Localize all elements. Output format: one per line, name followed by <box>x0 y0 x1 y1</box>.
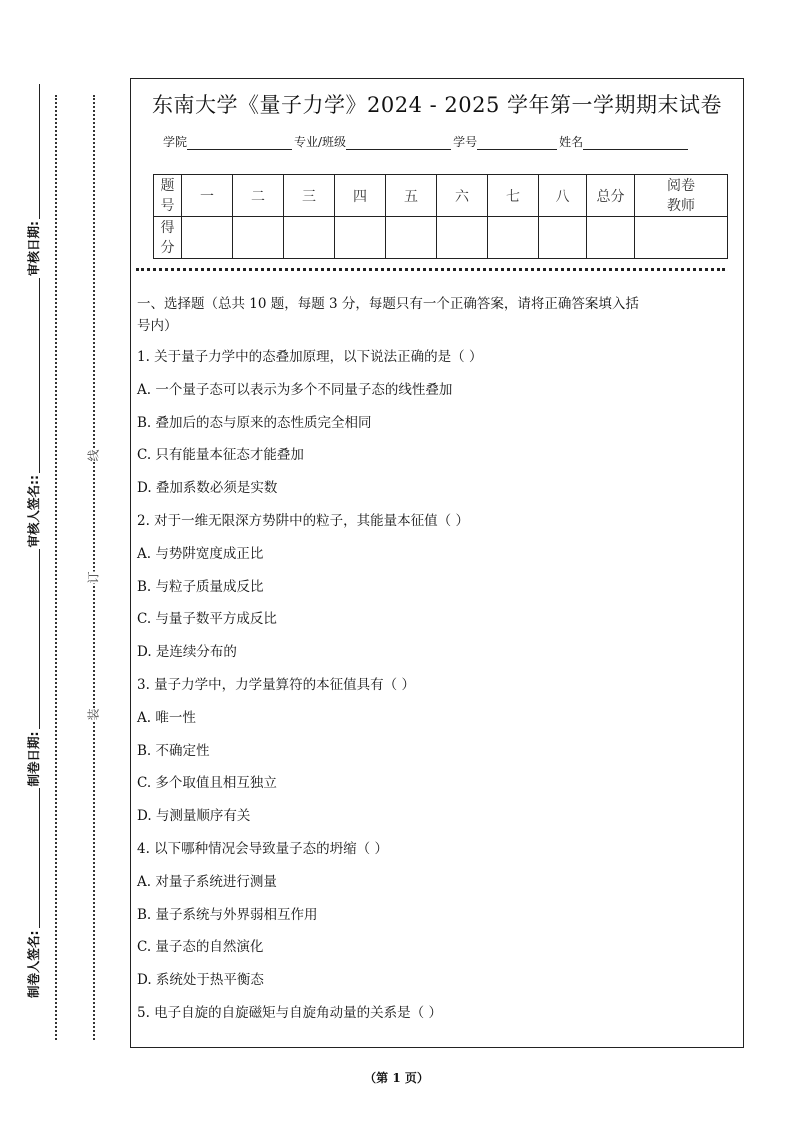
score-cell[interactable] <box>635 217 728 259</box>
score-cell[interactable] <box>284 217 335 259</box>
answer-option[interactable]: C. 与量子数平方成反比 <box>137 611 277 628</box>
major-class-field[interactable] <box>346 135 451 150</box>
field-label-name: 姓名 <box>559 135 584 149</box>
score-cell[interactable] <box>539 217 587 259</box>
score-cell[interactable] <box>386 217 437 259</box>
answer-option[interactable]: A. 与势阱宽度成正比 <box>137 545 264 562</box>
header-cell: 三 <box>284 175 335 217</box>
answer-option[interactable]: D. 叠加系数必须是实数 <box>137 480 278 497</box>
question-stem: 5. 电子自旋的自旋磁矩与自旋角动量的关系是（ ） <box>137 1005 442 1021</box>
score-cell[interactable] <box>335 217 386 259</box>
exam-title: 东南大学《量子力学》2024 - 2025 学年第一学期期末试卷 <box>151 93 722 117</box>
answer-option[interactable]: C. 量子态的自然演化 <box>137 939 264 956</box>
answer-option[interactable]: B. 量子系统与外界弱相互作用 <box>137 906 318 923</box>
header-cell: 总分 <box>587 175 635 217</box>
date-line <box>38 84 40 219</box>
header-cell: 题号 <box>154 175 182 217</box>
score-cell[interactable] <box>437 217 488 259</box>
score-table-header <box>154 175 728 217</box>
binding-mark-xian: 线 <box>86 449 101 462</box>
answer-option[interactable]: C. 只有能量本征态才能叠加 <box>137 447 304 464</box>
answer-option[interactable]: D. 系统处于热平衡态 <box>137 972 264 989</box>
answer-option[interactable]: B. 与粒子质量成反比 <box>137 578 264 595</box>
header-cell: 阅卷教师 <box>635 175 728 217</box>
field-label-major-class: 专业/班级 <box>294 135 347 149</box>
answer-option[interactable]: B. 不确定性 <box>137 742 210 759</box>
answer-option[interactable]: C. 多个取值且相互独立 <box>137 775 277 792</box>
score-cell[interactable] <box>488 217 539 259</box>
question-stem: 3. 量子力学中，力学量算符的本征值具有（ ） <box>137 677 415 693</box>
section-header-line: 一、选择题（总共 10 题，每题 3 分，每题只有一个正确答案，请将正确答案填入括 <box>137 296 639 312</box>
signature-line <box>38 278 40 473</box>
student-id-field[interactable] <box>477 135 557 150</box>
score-row <box>154 217 728 259</box>
question-stem: 4. 以下哪种情况会导致量子态的坍缩（ ） <box>137 841 388 857</box>
name-field[interactable] <box>583 135 688 150</box>
answer-option[interactable]: A. 对量子系统进行测量 <box>137 873 277 890</box>
section-header-line: 号内） <box>137 318 178 334</box>
side-label-prepare-date: 制卷日期: <box>26 731 41 787</box>
student-info-row <box>163 133 690 150</box>
side-label-preparer-signature: 制卷人签名: <box>26 930 41 998</box>
binding-line <box>93 95 95 1040</box>
signature-strip <box>22 78 42 1038</box>
score-cell[interactable] <box>233 217 284 259</box>
header-cell: 四 <box>335 175 386 217</box>
binding-mark-ding: 订 <box>86 571 101 584</box>
binding-mark-zhuang: 装 <box>86 708 101 721</box>
answer-option[interactable]: D. 与测量顺序有关 <box>137 808 251 825</box>
date-line <box>38 550 40 730</box>
answer-option[interactable]: A. 一个量子态可以表示为多个不同量子态的线性叠加 <box>137 381 453 398</box>
cut-line <box>55 95 57 1040</box>
score-table <box>153 174 728 259</box>
question-stem: 1. 关于量子力学中的态叠加原理，以下说法正确的是（ ） <box>137 349 483 365</box>
college-field[interactable] <box>187 135 292 150</box>
side-label-review-date: 审核日期: <box>26 221 41 276</box>
exam-frame <box>130 78 744 1048</box>
answer-option[interactable]: A. 唯一性 <box>137 709 196 726</box>
answer-option[interactable]: B. 叠加后的态与原来的态性质完全相同 <box>137 414 372 431</box>
header-cell: 八 <box>539 175 587 217</box>
header-cell: 五 <box>386 175 437 217</box>
field-label-college: 学院 <box>163 135 188 149</box>
question-stem: 2. 对于一维无限深方势阱中的粒子，其能量本征值（ ） <box>137 513 469 529</box>
separator-dotted-line <box>136 268 725 271</box>
header-cell: 六 <box>437 175 488 217</box>
answer-option[interactable]: D. 是连续分布的 <box>137 644 237 661</box>
page-number: （第 1 页） <box>364 1071 429 1085</box>
side-label-reviewer-signature: 审核人签名:: <box>26 475 41 548</box>
header-cell: 二 <box>233 175 284 217</box>
header-cell: 七 <box>488 175 539 217</box>
score-cell[interactable] <box>182 217 233 259</box>
score-cell[interactable] <box>587 217 635 259</box>
signature-line <box>38 789 40 929</box>
header-cell: 一 <box>182 175 233 217</box>
field-label-student-id: 学号 <box>453 135 478 149</box>
score-row-label: 得分 <box>154 217 182 259</box>
